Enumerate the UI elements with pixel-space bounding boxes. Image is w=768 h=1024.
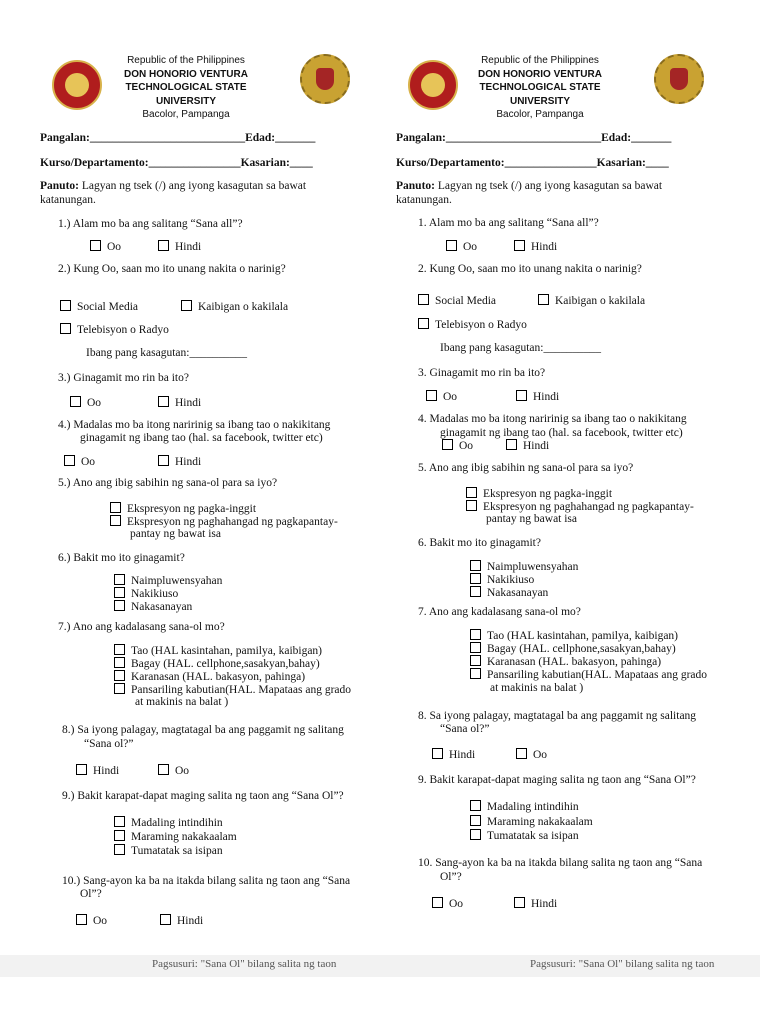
option-maraming[interactable]: Maraming nakakaalam — [114, 830, 237, 843]
option-karanasan[interactable]: Karanasan (HAL. bakasyon, pahinga) — [114, 670, 305, 683]
option-oo[interactable]: Oo — [158, 764, 189, 777]
question-8-cont: “Sana ol?” — [84, 738, 134, 750]
checkbox[interactable] — [114, 844, 125, 855]
option-hindi[interactable]: Hindi — [76, 764, 119, 777]
option-tumatatak[interactable]: Tumatatak sa isipan — [114, 844, 223, 857]
question-5: 5. Ano ang ibig sabihin ng sana-ol para sa iyo? — [418, 462, 634, 474]
option-tumatatak[interactable]: Tumatatak sa isipan — [470, 829, 579, 842]
option-naimpluwensyahan[interactable]: Naimpluwensyahan — [114, 574, 222, 587]
checkbox[interactable] — [110, 502, 121, 513]
option-oo[interactable]: Oo — [426, 390, 457, 403]
checkbox[interactable] — [442, 439, 453, 450]
checkbox[interactable] — [516, 748, 527, 759]
checkbox[interactable] — [114, 574, 125, 585]
checkbox[interactable] — [466, 500, 477, 511]
checkbox[interactable] — [70, 396, 81, 407]
other-answer-field[interactable]: Ibang pang kasagutan:__________ — [440, 342, 601, 354]
question-9: 9.) Bakit karapat-dapat maging salita ng taon ang “Sana Ol”? — [62, 790, 344, 802]
option-nakasanayan[interactable]: Nakasanayan — [114, 600, 192, 613]
checkbox[interactable] — [514, 240, 525, 251]
option-oo[interactable]: Oo — [76, 914, 107, 927]
survey-sheet-right — [358, 0, 728, 1024]
checkbox[interactable] — [418, 318, 429, 329]
option-hindi[interactable]: Hindi — [432, 748, 475, 761]
course-sex-field[interactable]: Kurso/Departamento:________________Kasarian:____ — [396, 157, 669, 169]
university-header: Republic of the Philippines DON HONORIO VENTURA TECHNOLOGICAL STATE UNIVERSITY Bacolor, Pampanga — [124, 55, 248, 120]
checkbox[interactable] — [446, 240, 457, 251]
checkbox[interactable] — [470, 573, 481, 584]
checkbox[interactable] — [158, 455, 169, 466]
college-gear-logo — [654, 54, 704, 104]
question-6: 6.) Bakit mo ito ginagamit? — [58, 552, 185, 564]
checkbox[interactable] — [432, 748, 443, 759]
question-1: 1.) Alam mo ba ang salitang “Sana all”? — [58, 218, 243, 230]
option-inggit[interactable]: Ekspresyon ng pagka-inggit — [110, 502, 256, 515]
checkbox[interactable] — [114, 657, 125, 668]
checkbox[interactable] — [470, 586, 481, 597]
option-tao[interactable]: Tao (HAL kasintahan, pamilya, kaibigan) — [470, 629, 678, 642]
question-8-cont: “Sana ol?” — [440, 723, 490, 735]
option-inggit[interactable]: Ekspresyon ng pagka-inggit — [466, 487, 612, 500]
checkbox[interactable] — [466, 487, 477, 498]
checkbox[interactable] — [64, 455, 75, 466]
question-4-cont: ginagamit ng ibang tao (hal. sa facebook, twitter etc) — [80, 432, 323, 444]
checkbox[interactable] — [158, 764, 169, 775]
option-hindi[interactable]: Hindi — [516, 390, 559, 403]
option-kaibigan[interactable]: Kaibigan o kakilala — [538, 294, 645, 307]
checkbox[interactable] — [181, 300, 192, 311]
checkbox[interactable] — [470, 655, 481, 666]
name-age-field[interactable]: Pangalan:___________________________Edad:_______ — [40, 132, 316, 144]
option-madaling[interactable]: Madaling intindihin — [114, 816, 223, 829]
option-bagay[interactable]: Bagay (HAL. cellphone,sasakyan,bahay) — [114, 657, 320, 670]
question-3: 3.) Ginagamit mo rin ba ito? — [58, 372, 189, 384]
option-pansarili[interactable]: Pansariling kabutian(HAL. Mapataas ang grado — [470, 668, 707, 681]
name-age-field[interactable]: Pangalan:___________________________Edad:_______ — [396, 132, 672, 144]
option-hindi[interactable]: Hindi — [514, 240, 557, 253]
question-9: 9. Bakit karapat-dapat maging salita ng taon ang “Sana Ol”? — [418, 774, 696, 786]
option-hindi[interactable]: Hindi — [158, 240, 201, 253]
option-oo[interactable]: Oo — [432, 897, 463, 910]
university-seal-logo — [52, 60, 102, 110]
checkbox[interactable] — [158, 396, 169, 407]
option-oo[interactable]: Oo — [442, 439, 473, 452]
college-gear-logo — [300, 54, 350, 104]
option-karanasan[interactable]: Karanasan (HAL. bakasyon, pahinga) — [470, 655, 661, 668]
option-telebisyon[interactable]: Telebisyon o Radyo — [60, 323, 169, 336]
instructions-cont: katanungan. — [40, 194, 96, 206]
question-4: 4. Madalas mo ba itong naririnig sa ibang tao o nakikitang — [418, 413, 687, 425]
checkbox[interactable] — [470, 668, 481, 679]
checkbox[interactable] — [90, 240, 101, 251]
checkbox[interactable] — [60, 300, 71, 311]
option-paghahangad[interactable]: Ekspresyon ng paghahangad ng pagkapantay- — [110, 515, 338, 528]
course-sex-field[interactable]: Kurso/Departamento:________________Kasarian:____ — [40, 157, 313, 169]
option-bagay[interactable]: Bagay (HAL. cellphone,sasakyan,bahay) — [470, 642, 676, 655]
option-hindi[interactable]: Hindi — [514, 897, 557, 910]
option-oo[interactable]: Oo — [64, 455, 95, 468]
checkbox[interactable] — [60, 323, 71, 334]
checkbox[interactable] — [114, 816, 125, 827]
option-nakikiuso[interactable]: Nakikiuso — [470, 573, 534, 586]
question-5: 5.) Ano ang ibig sabihin ng sana-ol para sa iyo? — [58, 477, 278, 489]
option-social-media[interactable]: Social Media — [418, 294, 496, 307]
option-pansarili-cont: at makinis na balat ) — [135, 696, 229, 708]
checkbox[interactable] — [114, 587, 125, 598]
instructions: Panuto: Lagyan ng tsek (/) ang iyong kasagutan sa bawat — [396, 180, 663, 192]
checkbox[interactable] — [516, 390, 527, 401]
option-madaling[interactable]: Madaling intindihin — [470, 800, 579, 813]
question-8: 8.) Sa iyong palagay, magtatagal ba ang paggamit ng salitang — [62, 724, 344, 736]
question-2: 2.) Kung Oo, saan mo ito unang nakita o narinig? — [58, 263, 286, 275]
survey-sheet-left — [0, 0, 370, 1024]
checkbox[interactable] — [470, 629, 481, 640]
question-10-cont: Ol”? — [440, 871, 462, 883]
option-paghahangad[interactable]: Ekspresyon ng paghahangad ng pagkapantay- — [466, 500, 694, 513]
option-nakasanayan[interactable]: Nakasanayan — [470, 586, 548, 599]
option-hindi[interactable]: Hindi — [158, 455, 201, 468]
checkbox[interactable] — [470, 560, 481, 571]
checkbox[interactable] — [114, 830, 125, 841]
checkbox[interactable] — [470, 829, 481, 840]
option-tao[interactable]: Tao (HAL kasintahan, pamilya, kaibigan) — [114, 644, 322, 657]
question-3: 3. Ginagamit mo rin ba ito? — [418, 367, 546, 379]
question-7: 7.) Ano ang kadalasang sana-ol mo? — [58, 621, 225, 633]
checkbox[interactable] — [76, 764, 87, 775]
question-10: 10. Sang-ayon ka ba na itakda bilang salita ng taon ang “Sana — [418, 857, 703, 869]
question-4: 4.) Madalas mo ba itong naririnig sa ibang tao o nakikitang — [58, 419, 331, 431]
question-10: 10.) Sang-ayon ka ba na itakda bilang salita ng taon ang “Sana — [62, 875, 351, 887]
checkbox[interactable] — [470, 800, 481, 811]
footer-caption-left: Pagsusuri: "Sana Ol" bilang salita ng taon — [152, 958, 337, 970]
checkbox[interactable] — [432, 897, 443, 908]
question-8: 8. Sa iyong palagay, magtatagal ba ang paggamit ng salitang — [418, 710, 697, 722]
option-telebisyon[interactable]: Telebisyon o Radyo — [418, 318, 527, 331]
other-answer-field[interactable]: Ibang pang kasagutan:__________ — [86, 347, 247, 359]
university-header: Republic of the Philippines DON HONORIO VENTURA TECHNOLOGICAL STATE UNIVERSITY Bacolor, Pampanga — [478, 55, 602, 120]
option-nakikiuso[interactable]: Nakikiuso — [114, 587, 178, 600]
option-hindi[interactable]: Hindi — [158, 396, 201, 409]
option-kaibigan[interactable]: Kaibigan o kakilala — [181, 300, 288, 313]
option-oo[interactable]: Oo — [446, 240, 477, 253]
checkbox[interactable] — [538, 294, 549, 305]
question-6: 6. Bakit mo ito ginagamit? — [418, 537, 541, 549]
checkbox[interactable] — [114, 644, 125, 655]
question-2: 2. Kung Oo, saan mo ito unang nakita o narinig? — [418, 263, 642, 275]
checkbox[interactable] — [418, 294, 429, 305]
option-hindi[interactable]: Hindi — [506, 439, 549, 452]
checkbox[interactable] — [506, 439, 517, 450]
option-paghahangad-cont: pantay ng bawat isa — [130, 528, 222, 540]
checkbox[interactable] — [514, 897, 525, 908]
checkbox[interactable] — [470, 815, 481, 826]
checkbox[interactable] — [114, 670, 125, 681]
instructions-cont: katanungan. — [396, 194, 452, 206]
checkbox[interactable] — [114, 683, 125, 694]
instructions: Panuto: Lagyan ng tsek (/) ang iyong kasagutan sa bawat — [40, 180, 307, 192]
option-oo[interactable]: Oo — [70, 396, 101, 409]
option-hindi[interactable]: Hindi — [160, 914, 203, 927]
question-4-cont: ginagamit ng ibang tao (hal. sa facebook, twitter etc) — [440, 427, 683, 439]
option-maraming[interactable]: Maraming nakakaalam — [470, 815, 593, 828]
option-social-media[interactable]: Social Media — [60, 300, 138, 313]
question-7: 7. Ano ang kadalasang sana-ol mo? — [418, 606, 581, 618]
checkbox[interactable] — [160, 914, 171, 925]
option-pansarili-cont: at makinis na balat ) — [490, 682, 584, 694]
checkbox[interactable] — [114, 600, 125, 611]
option-pansarili[interactable]: Pansariling kabutian(HAL. Mapataas ang grado — [114, 683, 351, 696]
question-1: 1. Alam mo ba ang salitang “Sana all”? — [418, 217, 599, 229]
option-naimpluwensyahan[interactable]: Naimpluwensyahan — [470, 560, 578, 573]
footer-caption-right: Pagsusuri: "Sana Ol" bilang salita ng taon — [530, 958, 715, 970]
option-paghahangad-cont: pantay ng bawat isa — [486, 513, 578, 525]
option-oo[interactable]: Oo — [516, 748, 547, 761]
question-10-cont: Ol”? — [80, 888, 102, 900]
option-oo[interactable]: Oo — [90, 240, 121, 253]
checkbox[interactable] — [110, 515, 121, 526]
checkbox[interactable] — [76, 914, 87, 925]
checkbox[interactable] — [470, 642, 481, 653]
checkbox[interactable] — [158, 240, 169, 251]
checkbox[interactable] — [426, 390, 437, 401]
